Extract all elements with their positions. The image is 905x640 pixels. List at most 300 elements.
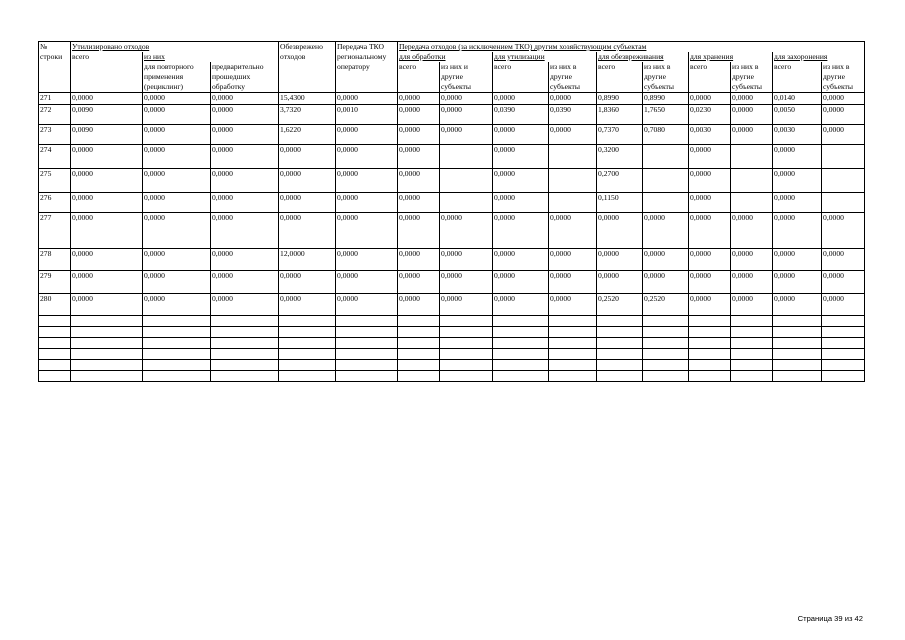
value-cell: 0,7080 xyxy=(643,125,689,145)
header-storage-other: из них в xyxy=(731,62,773,72)
header-utilized: Утилизировано отходов xyxy=(71,42,279,53)
table-row xyxy=(39,249,865,271)
row-number-cell: 278 xyxy=(39,249,71,271)
value-cell: 0,0000 xyxy=(493,125,549,145)
header-storage-other-3: субъекты xyxy=(731,82,773,93)
value-cell: 0,0000 xyxy=(597,249,643,271)
empty-cell xyxy=(211,360,279,371)
empty-cell xyxy=(822,349,865,360)
value-cell xyxy=(440,145,493,169)
value-cell xyxy=(440,169,493,193)
empty-cell xyxy=(143,371,211,382)
table-row xyxy=(39,169,865,193)
empty-cell xyxy=(398,371,440,382)
value-cell: 0,0000 xyxy=(773,271,822,294)
empty-cell xyxy=(279,349,336,360)
empty-cell xyxy=(731,316,773,327)
header-burial-total: всего xyxy=(773,62,822,72)
empty-cell xyxy=(279,360,336,371)
value-cell: 0,1150 xyxy=(597,193,643,213)
value-cell: 0,0000 xyxy=(398,93,440,105)
value-cell: 0,0000 xyxy=(211,169,279,193)
value-cell: 15,4300 xyxy=(279,93,336,105)
value-cell: 0,0000 xyxy=(336,213,398,249)
empty-cell xyxy=(731,371,773,382)
value-cell: 3,7320 xyxy=(279,105,336,125)
header-tko: Передача ТКО xyxy=(336,42,398,53)
empty-cell xyxy=(689,349,731,360)
header-preprocessed-2: прошедших xyxy=(211,72,279,82)
empty-cell xyxy=(689,327,731,338)
empty-cell xyxy=(773,316,822,327)
empty-cell xyxy=(689,316,731,327)
empty-row xyxy=(39,371,865,382)
header-processing-total: всего xyxy=(398,62,440,72)
value-cell xyxy=(731,169,773,193)
value-cell: 0,0000 xyxy=(211,145,279,169)
value-cell: 0,0000 xyxy=(71,294,143,316)
value-cell: 0,0000 xyxy=(143,169,211,193)
value-cell: 0,0000 xyxy=(731,93,773,105)
value-cell: 0,0000 xyxy=(689,193,731,213)
table-row xyxy=(39,213,865,249)
empty-cell xyxy=(643,360,689,371)
value-cell xyxy=(549,193,597,213)
header-neutralization-other-3: субъекты xyxy=(643,82,689,93)
value-cell: 0,0000 xyxy=(689,213,731,249)
row-number-cell: 271 xyxy=(39,93,71,105)
value-cell: 0,0000 xyxy=(689,271,731,294)
header-neutralized-2: отходов xyxy=(279,52,336,62)
empty-row xyxy=(39,360,865,371)
value-cell: 0,0000 xyxy=(493,93,549,105)
value-cell: 0,2520 xyxy=(597,294,643,316)
empty-cell xyxy=(336,360,398,371)
header-neutralization-total: всего xyxy=(597,62,643,72)
table-row xyxy=(39,105,865,125)
value-cell: 0,0000 xyxy=(440,213,493,249)
table-row xyxy=(39,294,865,316)
value-cell: 0,0000 xyxy=(731,105,773,125)
table-row xyxy=(39,93,865,105)
empty-cell xyxy=(336,316,398,327)
value-cell: 0,0000 xyxy=(211,93,279,105)
table-row xyxy=(39,193,865,213)
value-cell: 0,0000 xyxy=(71,271,143,294)
value-cell: 0,0000 xyxy=(440,271,493,294)
empty-cell xyxy=(731,360,773,371)
empty-cell xyxy=(549,316,597,327)
value-cell: 0,0000 xyxy=(211,213,279,249)
value-cell: 0,0000 xyxy=(143,271,211,294)
empty-cell xyxy=(440,327,493,338)
value-cell: 0,0000 xyxy=(211,105,279,125)
value-cell: 0,2700 xyxy=(597,169,643,193)
header-preprocessed-3: обработку xyxy=(211,82,279,93)
empty-cell xyxy=(71,338,143,349)
empty-cell xyxy=(822,327,865,338)
row-number-cell: 277 xyxy=(39,213,71,249)
row-number-cell: 272 xyxy=(39,105,71,125)
value-cell: 0,0000 xyxy=(597,271,643,294)
value-cell: 0,0000 xyxy=(493,294,549,316)
header-for-storage: для хранения xyxy=(689,52,773,62)
value-cell: 0,0000 xyxy=(822,105,865,125)
value-cell: 0,0000 xyxy=(440,105,493,125)
value-cell: 0,0000 xyxy=(773,249,822,271)
value-cell: 0,0000 xyxy=(71,213,143,249)
value-cell: 0,0000 xyxy=(731,125,773,145)
value-cell: 0,2520 xyxy=(643,294,689,316)
value-cell: 0,0000 xyxy=(549,125,597,145)
empty-cell xyxy=(336,349,398,360)
value-cell: 0,0000 xyxy=(398,249,440,271)
empty-cell xyxy=(398,316,440,327)
header-utilization-other: из них в xyxy=(549,62,597,72)
empty-cell xyxy=(398,327,440,338)
empty-cell xyxy=(493,327,549,338)
empty-cell xyxy=(440,360,493,371)
empty-cell xyxy=(773,371,822,382)
empty-cell xyxy=(143,360,211,371)
value-cell: 0,0000 xyxy=(279,193,336,213)
empty-cell xyxy=(493,349,549,360)
table-row xyxy=(39,125,865,145)
value-cell: 0,7370 xyxy=(597,125,643,145)
empty-cell xyxy=(549,327,597,338)
header-of-them: из них xyxy=(143,52,279,62)
value-cell: 0,0390 xyxy=(493,105,549,125)
header-transfer: Передача отходов (за исключением ТКО) другим хозяйствующим субъектам xyxy=(398,42,865,53)
value-cell: 0,0390 xyxy=(549,105,597,125)
empty-cell xyxy=(39,327,71,338)
value-cell: 0,0000 xyxy=(643,249,689,271)
empty-cell xyxy=(440,349,493,360)
header-storage-total: всего xyxy=(689,62,731,72)
value-cell: 0,0000 xyxy=(773,169,822,193)
empty-cell xyxy=(597,349,643,360)
value-cell: 0,0000 xyxy=(398,169,440,193)
header-neutralization-other: из них в xyxy=(643,62,689,72)
value-cell: 0,0030 xyxy=(773,125,822,145)
empty-cell xyxy=(143,349,211,360)
value-cell: 0,0000 xyxy=(689,169,731,193)
value-cell: 0,0000 xyxy=(279,294,336,316)
empty-cell xyxy=(689,360,731,371)
empty-cell xyxy=(211,316,279,327)
value-cell: 0,0000 xyxy=(549,93,597,105)
empty-cell xyxy=(39,360,71,371)
empty-cell xyxy=(643,338,689,349)
page-number: Страница 39 из 42 xyxy=(797,614,863,623)
empty-cell xyxy=(39,338,71,349)
value-cell: 0,0000 xyxy=(336,169,398,193)
header-neutralization-other-2: другие xyxy=(643,72,689,82)
table-header xyxy=(39,42,865,93)
empty-cell xyxy=(773,327,822,338)
value-cell: 0,0000 xyxy=(143,93,211,105)
value-cell: 0,0030 xyxy=(689,125,731,145)
empty-row xyxy=(39,316,865,327)
value-cell: 0,0000 xyxy=(143,105,211,125)
value-cell xyxy=(643,145,689,169)
value-cell xyxy=(440,193,493,213)
value-cell: 0,0000 xyxy=(773,294,822,316)
value-cell: 0,0000 xyxy=(493,271,549,294)
header-for-utilization: для утилизации xyxy=(493,52,597,62)
header-tko-3: оператору xyxy=(336,62,398,72)
value-cell: 0,0000 xyxy=(493,169,549,193)
empty-cell xyxy=(731,349,773,360)
value-cell: 0,0000 xyxy=(822,125,865,145)
value-cell xyxy=(822,193,865,213)
empty-cell xyxy=(549,349,597,360)
value-cell: 0,0000 xyxy=(689,249,731,271)
empty-cell xyxy=(39,349,71,360)
value-cell: 0,0000 xyxy=(440,93,493,105)
empty-cell xyxy=(822,360,865,371)
value-cell: 0,0000 xyxy=(279,169,336,193)
empty-cell xyxy=(211,349,279,360)
empty-cell xyxy=(71,371,143,382)
empty-cell xyxy=(398,360,440,371)
value-cell: 0,0000 xyxy=(279,271,336,294)
header-reuse: для повторного xyxy=(143,62,211,72)
empty-cell xyxy=(440,371,493,382)
empty-row xyxy=(39,349,865,360)
header-tko-2: региональному xyxy=(336,52,398,62)
table-empty-rows xyxy=(39,316,865,382)
empty-cell xyxy=(279,316,336,327)
header-reuse-2: применения xyxy=(143,72,211,82)
empty-cell xyxy=(822,371,865,382)
value-cell: 0,0000 xyxy=(336,294,398,316)
value-cell: 0,8990 xyxy=(643,93,689,105)
empty-cell xyxy=(336,371,398,382)
value-cell xyxy=(643,169,689,193)
value-cell: 0,0000 xyxy=(143,213,211,249)
value-cell: 0,0140 xyxy=(773,93,822,105)
value-cell: 0,0000 xyxy=(398,145,440,169)
value-cell xyxy=(731,145,773,169)
value-cell: 0,0000 xyxy=(549,271,597,294)
value-cell: 0,0000 xyxy=(773,145,822,169)
empty-cell xyxy=(731,338,773,349)
header-reuse-3: (рециклинг) xyxy=(143,82,211,93)
value-cell: 0,0000 xyxy=(71,145,143,169)
value-cell: 0,0090 xyxy=(71,105,143,125)
header-row-number-2: строки xyxy=(39,52,71,62)
value-cell: 0,0000 xyxy=(211,294,279,316)
header-for-burial: для захоронения xyxy=(773,52,865,62)
empty-cell xyxy=(71,360,143,371)
value-cell xyxy=(549,169,597,193)
value-cell: 0,0010 xyxy=(336,105,398,125)
empty-cell xyxy=(143,338,211,349)
empty-cell xyxy=(211,327,279,338)
empty-cell xyxy=(279,327,336,338)
empty-cell xyxy=(279,338,336,349)
value-cell: 0,0000 xyxy=(493,145,549,169)
empty-cell xyxy=(440,338,493,349)
value-cell: 1,6220 xyxy=(279,125,336,145)
empty-cell xyxy=(731,327,773,338)
value-cell: 12,0000 xyxy=(279,249,336,271)
value-cell: 0,0000 xyxy=(336,271,398,294)
empty-cell xyxy=(39,371,71,382)
value-cell: 0,0000 xyxy=(143,125,211,145)
value-cell xyxy=(822,145,865,169)
value-cell xyxy=(643,193,689,213)
empty-cell xyxy=(773,360,822,371)
report-table xyxy=(38,41,865,382)
value-cell: 0,0000 xyxy=(643,271,689,294)
header-utilization-total: всего xyxy=(493,62,549,72)
empty-cell xyxy=(549,360,597,371)
value-cell: 0,0000 xyxy=(398,105,440,125)
value-cell: 0,0000 xyxy=(336,249,398,271)
row-number-cell: 274 xyxy=(39,145,71,169)
value-cell: 0,0000 xyxy=(279,213,336,249)
header-row-number: № xyxy=(39,42,71,53)
empty-cell xyxy=(597,327,643,338)
empty-cell xyxy=(773,338,822,349)
value-cell: 0,0000 xyxy=(279,145,336,169)
header-processing-other-3: субъекты xyxy=(440,82,493,93)
value-cell: 0,0230 xyxy=(689,105,731,125)
value-cell: 0,0000 xyxy=(71,169,143,193)
header-burial-other-2: другие xyxy=(822,72,865,82)
empty-cell xyxy=(71,327,143,338)
value-cell: 0,0050 xyxy=(773,105,822,125)
value-cell: 0,0000 xyxy=(71,93,143,105)
empty-cell xyxy=(398,349,440,360)
value-cell: 0,0000 xyxy=(143,249,211,271)
empty-cell xyxy=(39,316,71,327)
value-cell: 0,0000 xyxy=(549,249,597,271)
empty-cell xyxy=(493,360,549,371)
empty-cell xyxy=(643,316,689,327)
empty-cell xyxy=(211,371,279,382)
header-neutralized: Обезврежено xyxy=(279,42,336,53)
table-row xyxy=(39,271,865,294)
value-cell: 0,0000 xyxy=(773,213,822,249)
empty-cell xyxy=(773,349,822,360)
value-cell: 0,0000 xyxy=(211,125,279,145)
value-cell: 1,7650 xyxy=(643,105,689,125)
value-cell: 0,0000 xyxy=(398,125,440,145)
value-cell: 0,0000 xyxy=(822,249,865,271)
value-cell: 0,3200 xyxy=(597,145,643,169)
value-cell: 0,0000 xyxy=(336,93,398,105)
value-cell: 0,0000 xyxy=(71,193,143,213)
value-cell: 0,0000 xyxy=(822,213,865,249)
header-processing-other: из них и xyxy=(440,62,493,72)
value-cell: 0,0000 xyxy=(731,213,773,249)
value-cell: 0,0000 xyxy=(597,213,643,249)
value-cell: 0,0000 xyxy=(211,249,279,271)
value-cell: 0,0000 xyxy=(822,271,865,294)
value-cell: 1,8360 xyxy=(597,105,643,125)
value-cell: 0,0000 xyxy=(731,271,773,294)
value-cell: 0,0000 xyxy=(143,294,211,316)
value-cell: 0,0000 xyxy=(398,213,440,249)
header-burial-other-3: субъекты xyxy=(822,82,865,93)
table-body xyxy=(39,93,865,316)
table-row xyxy=(39,145,865,169)
value-cell: 0,0000 xyxy=(549,294,597,316)
empty-cell xyxy=(643,327,689,338)
value-cell xyxy=(822,169,865,193)
header-utilized-total: всего xyxy=(71,52,143,62)
value-cell: 0,0000 xyxy=(822,294,865,316)
empty-cell xyxy=(549,338,597,349)
empty-cell xyxy=(597,371,643,382)
value-cell xyxy=(549,145,597,169)
empty-cell xyxy=(643,349,689,360)
value-cell: 0,0000 xyxy=(143,145,211,169)
row-number-cell: 280 xyxy=(39,294,71,316)
value-cell: 0,0000 xyxy=(689,294,731,316)
value-cell: 0,0000 xyxy=(549,213,597,249)
empty-cell xyxy=(143,316,211,327)
empty-cell xyxy=(689,338,731,349)
empty-cell xyxy=(440,316,493,327)
empty-cell xyxy=(822,316,865,327)
value-cell: 0,0000 xyxy=(440,249,493,271)
value-cell: 0,0000 xyxy=(440,294,493,316)
value-cell: 0,0000 xyxy=(71,249,143,271)
value-cell: 0,0000 xyxy=(773,193,822,213)
value-cell: 0,0000 xyxy=(336,145,398,169)
empty-cell xyxy=(143,327,211,338)
value-cell: 0,8990 xyxy=(597,93,643,105)
value-cell: 0,0000 xyxy=(336,193,398,213)
empty-cell xyxy=(493,371,549,382)
value-cell: 0,0000 xyxy=(440,125,493,145)
empty-cell xyxy=(597,360,643,371)
header-utilization-other-2: другие xyxy=(549,72,597,82)
value-cell: 0,0000 xyxy=(493,249,549,271)
empty-row xyxy=(39,338,865,349)
header-storage-other-2: другие xyxy=(731,72,773,82)
value-cell: 0,0000 xyxy=(211,193,279,213)
header-burial-other: из них в xyxy=(822,62,865,72)
value-cell: 0,0000 xyxy=(822,93,865,105)
empty-cell xyxy=(689,371,731,382)
row-number-cell: 275 xyxy=(39,169,71,193)
empty-cell xyxy=(211,338,279,349)
value-cell: 0,0000 xyxy=(398,294,440,316)
value-cell: 0,0000 xyxy=(689,145,731,169)
header-for-processing: для обработки xyxy=(398,52,493,62)
empty-cell xyxy=(822,338,865,349)
empty-cell xyxy=(71,316,143,327)
empty-cell xyxy=(493,338,549,349)
value-cell: 0,0000 xyxy=(143,193,211,213)
value-cell: 0,0000 xyxy=(689,93,731,105)
empty-row xyxy=(39,327,865,338)
empty-cell xyxy=(597,338,643,349)
empty-cell xyxy=(549,371,597,382)
value-cell: 0,0090 xyxy=(71,125,143,145)
value-cell: 0,0000 xyxy=(731,294,773,316)
header-for-neutralization: для обезвреживания xyxy=(597,52,689,62)
value-cell: 0,0000 xyxy=(643,213,689,249)
empty-cell xyxy=(643,371,689,382)
header-preprocessed: предварительно xyxy=(211,62,279,72)
row-number-cell: 273 xyxy=(39,125,71,145)
